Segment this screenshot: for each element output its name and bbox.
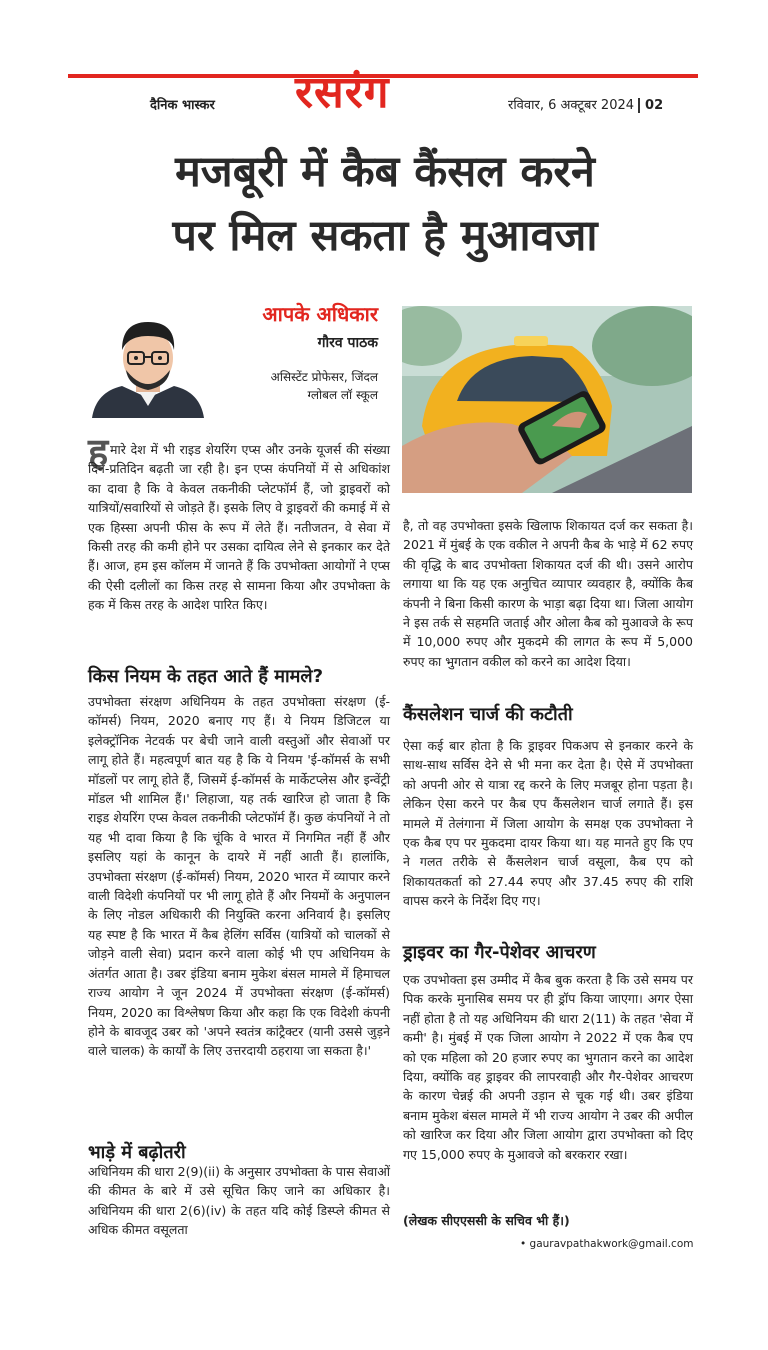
column-name: आपके अधिकार	[262, 302, 378, 326]
author-portrait	[88, 306, 208, 418]
headline-line-1: मजबूरी में कैब कैंसल करने	[175, 147, 595, 197]
author-role-line-1: असिस्टेंट प्रोफेसर, जिंदल	[270, 370, 378, 384]
dateline	[508, 95, 663, 113]
dropcap: ह	[88, 430, 109, 474]
section-heading-driver-conduct: ड्राइवर का गैर-पेशेवर आचरण	[403, 942, 596, 963]
brand-logo: दैनिक भास्कर	[150, 98, 215, 113]
section-body-fare-hike-continued: है, तो वह उपभोक्ता इसके खिलाफ शिकायत दर्ज कर सकता है। 2021 में मुंबई के एक वकील ने अपनी कैब के भाड़े में 62 रुपए की वृद्धि के बाद उपभोक्ता शिकायत दर्ज की थी। उसने आरोप लगाया था कि यह एक अनुचित व्यापार व्यवहार है, क्योंकि कैब कंपनी ने बिना किसी कारण के भाड़ा बढ़ा दिया था। जिला आयोग ने इस तर्क से सहमति जताई और ओला कैब को मुआवजे के रूप में 10,000 रुपए और मुकदमे की लागत के रूप में 5,000 रुपए का भुगतान वकील को करने का आदेश दिया।	[403, 518, 693, 669]
headline-line-2: पर मिल सकता है मुआवजा	[172, 211, 598, 261]
section-heading-cancellation: कैंसलेशन चार्ज की कटौती	[403, 704, 573, 725]
author-name: गौरव पाठक	[317, 335, 378, 351]
email-address: gauravpathakwork@gmail.com	[529, 1238, 694, 1250]
section-body-cancellation: ऐसा कई बार होता है कि ड्राइवर पिकअप से इनकार करने के साथ-साथ सर्विस देने से भी मना कर देता है। ऐसे में उपभोक्ता को अपनी ओर से यात्रा रद्द करने के लिए मजबूर होना पड़ता है। लेकिन ऐसा करने पर कैब एप कैंसलेशन चार्ज लगाते हैं। इस मामले में तेलंगाना में जिला आयोग के समक्ष एक उपभोक्ता ने एक कैब एप पर मुकदमा दायर किया था। यह मानते हुए कि एप ने गलत तरीके से कैंसलेशन चार्ज वसूला, कैब एप को शिकायतकर्ता को 27.44 रुपए और 37.45 रुपए की राशि वापस करने के निर्देश दिए गए।	[403, 738, 693, 909]
section-heading-rules: किस नियम के तहत आते हैं मामले?	[88, 666, 324, 687]
section-body-rules: उपभोक्ता संरक्षण अधिनियम के तहत उपभोक्ता संरक्षण (ई-कॉमर्स) नियम, 2020 बनाए गए हैं। ये नियम डिजिटल या इलेक्ट्रॉनिक नेटवर्क पर बेची जाने वाली वस्तुओं और सेवाओं पर लागू होते हैं। महत्वपूर्ण बात यह है कि ये नियम 'ई-कॉमर्स के सभी मॉडलों पर लागू होते हैं, जिसमें ई-कॉमर्स के मार्केटप्लेस और इन्वेंट्री मॉडल भी शामिल हैं।' लिहाजा, यह तर्क खारिज हो जाता है कि राइड शेयरिंग एप्स केवल तकनीकी प्लेटफॉर्म हैं। कुछ कंपनियों ने तो यह भी दावा किया है कि चूंकि वे भारत में निगमित नहीं हैं और इसलिए यहां के कानून के दायरे में नहीं आती हैं। हालांकि, उपभोक्ता संरक्षण (ई-कॉमर्स) नियम, 2020 भारत में व्यापार करने वाली विदेशी कंपनियों पर भी लागू होते हैं और नियमों के अनुपालन के लिए नोडल अधिकारी की नियुक्ति करना अनिवार्य है। इसलिए यह स्पष्ट है कि भारत में कैब हेलिंग सर्विस (यात्रियों को चालकों से जोड़ने वाली सेवा) प्रदान करने वाला कोई भी एप अधिनियम के अंतर्गत आता है। उबर इंडिया बनाम मुकेश बंसल मामले में हिमाचल राज्य आयोग ने जून 2024 में उपभोक्ता संरक्षण (ई-कॉमर्स) नियम, 2020 का विश्लेषण किया और कहा कि एक विदेशी कंपनी होने के बावजूद उबर को 'अपने स्वतंत्र कांट्रैक्टर (यानी उससे जुड़ने वाले चालक) के कार्यों के लिए उत्तरदायी ठहराया जा सकता है।'	[88, 694, 390, 1059]
author-role-line-2: ग्लोबल लॉ स्कूल	[307, 388, 378, 402]
headline	[70, 140, 700, 268]
page-number: 02	[638, 98, 663, 113]
intro-paragraph: मारे देश में भी राइड शेयरिंग एप्स और उनके यूजर्स की संख्या दिन-प्रतिदिन बढ़ती जा रही है। इन एप्स कंपनियों में से अधिकांश का दावा है कि वे केवल तकनीकी प्लेटफॉर्म हैं, जो ड्राइवरों को यात्रियों/सवारियों से जोड़ते हैं। इसके लिए वे ड्राइवरों की कमाई में से एक हिस्सा अपनी फीस के रूप में लेते हैं। नतीजतन, वे सेवा में किसी तरह की कमी होने पर उसका दायित्व लेने से इनकार कर देते हैं। आज, हम इस कॉलम में जानते हैं कि उपभोक्ता आयोगों ने एप्स की ऐसी दलीलों का किस तरह से सामना किया और उपभोक्ता के हक में किस तरह के आदेश पारित किए।	[88, 442, 390, 613]
author-footnote: (लेखक सीएएससी के सचिव भी हैं।)	[403, 1213, 570, 1228]
author-email	[520, 1238, 694, 1250]
section-body-fare-hike: अधिनियम की धारा 2(9)(ii) के अनुसार उपभोक्ता के पास सेवाओं की कीमत के बारे में उसे सूचित किए जाने का अधिकार है। अधिनियम की धारा 2(6)(iv) के तहत यदि कोई डिस्प्ले कीमत से अधिक कीमत वसूलता	[88, 1164, 390, 1238]
issue-date: रविवार, 6 अक्टूबर 2024	[508, 98, 635, 113]
section-logo: रसरंग	[295, 67, 390, 118]
author-role	[220, 368, 378, 404]
taxi-phone-photo	[402, 306, 692, 493]
section-heading-fare-hike: भाड़े में बढ़ोतरी	[88, 1142, 186, 1163]
bullet-icon: •	[520, 1238, 527, 1250]
section-body-driver-conduct: एक उपभोक्ता इस उम्मीद में कैब बुक करता है कि उसे समय पर पिक करके मुनासिब समय पर ही ड्रॉप किया जाएगा। अगर ऐसा नहीं होता है तो यह अधिनियम की धारा 2(11) के तहत 'सेवा में कमी' है। मुंबई में एक जिला आयोग ने 2022 में एक कैब एप को एक महिला को 20 हजार रुपए का भुगतान करने का आदेश दिया, क्योंकि वह ड्राइवर की लापरवाही और गैर-पेशेवर आचरण के कारण चेन्नई की अपनी उड़ान से चूक गई थी। उबर इंडिया बनाम मुकेश बंसल मामले में भी राज्य आयोग ने उबर की अपील को खारिज कर दिया और जिला आयोग द्वारा उपभोक्ता को दिए गए 15,000 रुपए के मुआवजे को बरकरार रखा।	[403, 972, 693, 1162]
